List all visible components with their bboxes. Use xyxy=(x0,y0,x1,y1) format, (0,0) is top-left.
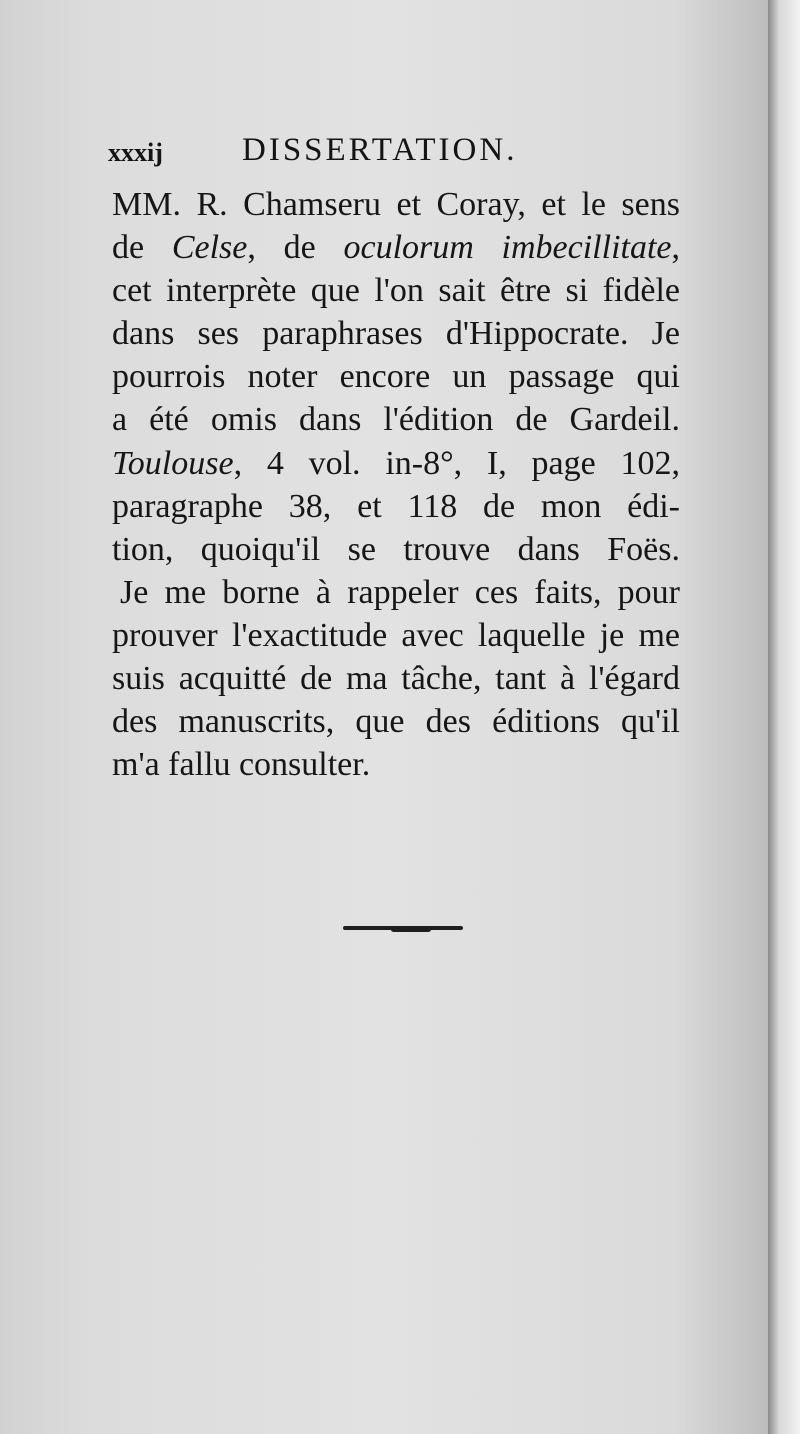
italic-segment: Toulouse xyxy=(112,444,234,482)
text-line xyxy=(112,485,680,528)
text-segment: suis acquitté de ma tâche, tant à l'égard xyxy=(112,660,680,698)
text-segment: m'a fallu consulter. xyxy=(112,746,371,784)
text-line xyxy=(112,571,680,614)
text-segment: MM. R. Chamseru et Coray, et le sens xyxy=(112,186,680,223)
text-segment: paragraphe 38, et 118 de mon édi- xyxy=(112,487,680,525)
text-segment: , xyxy=(671,229,681,267)
page-header xyxy=(108,132,548,178)
text-segment: , 4 vol. in-8°, I, page 102, xyxy=(233,444,680,482)
text-line xyxy=(112,398,680,441)
text-segment: cet interprète que l'on sait être si fidèle xyxy=(112,272,680,310)
text-segment: pourrois noter encore un passage qui xyxy=(112,358,680,396)
text-line xyxy=(112,269,680,312)
text-segment: , de xyxy=(247,229,344,267)
text-segment: de xyxy=(112,229,172,267)
text-segment: des manuscrits, que des éditions qu'il xyxy=(112,703,680,741)
text-line xyxy=(112,528,680,571)
text-line xyxy=(112,355,680,398)
running-title: DISSERTATION. xyxy=(242,132,518,168)
text-segment: a été omis dans l'édition de Gardeil. xyxy=(112,401,680,439)
text-segment: dans ses paraphrases d'Hippocrate. Je xyxy=(112,315,680,353)
text-line xyxy=(112,183,680,226)
section-rule xyxy=(343,926,463,930)
text-segment: tion, quoiqu'il se trouve dans Foës. xyxy=(112,530,680,568)
text-line xyxy=(112,657,680,700)
text-line xyxy=(112,312,680,355)
text-line xyxy=(112,700,680,743)
italic-segment: Celse xyxy=(171,229,248,267)
body-text xyxy=(112,183,680,786)
page-edge-shadow xyxy=(768,0,800,1434)
text-line xyxy=(112,226,680,269)
text-line xyxy=(112,743,680,786)
text-line xyxy=(112,614,680,657)
text-segment: prouver l'exactitude avec laquelle je me xyxy=(112,616,680,654)
page-number: xxxij xyxy=(108,138,163,167)
text-line xyxy=(112,442,680,485)
text-segment: Je me borne à rappeler ces faits, pour xyxy=(120,573,680,611)
italic-segment: oculorum imbecillitate xyxy=(343,229,672,267)
